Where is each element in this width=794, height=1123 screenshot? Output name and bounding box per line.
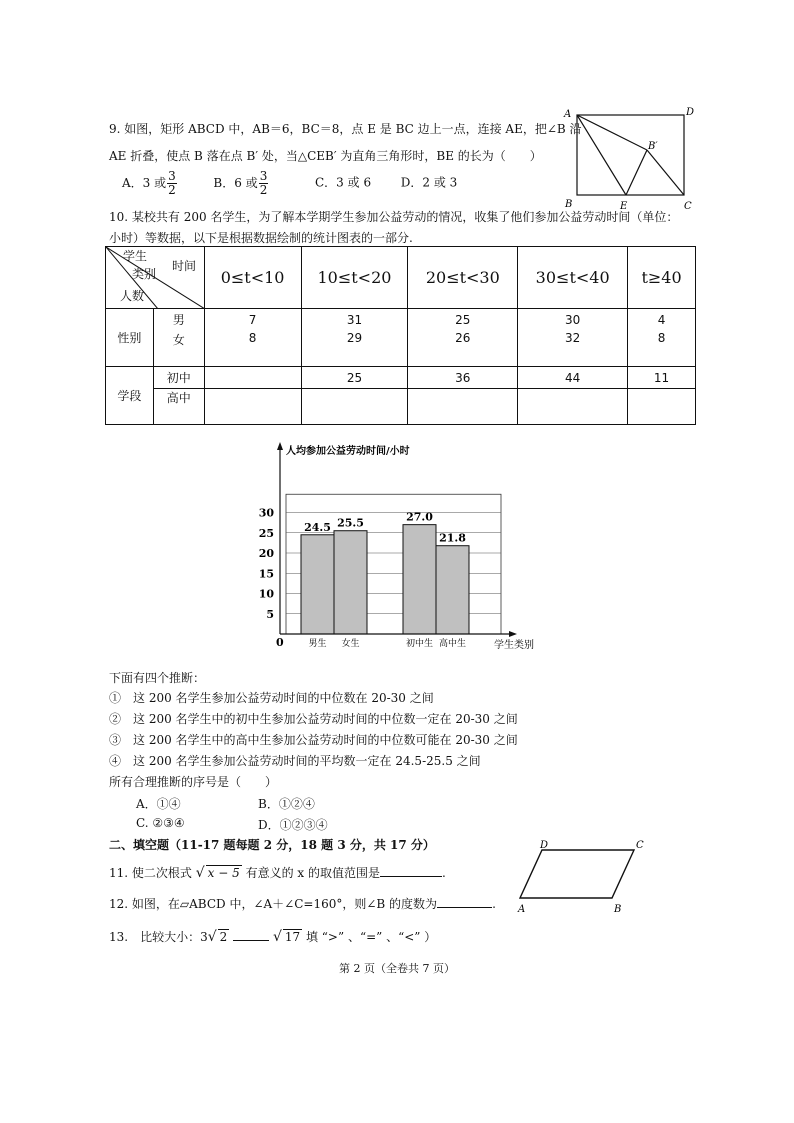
q12-parallelogram-figure (512, 836, 652, 916)
radical-sign-icon: √ (195, 865, 205, 881)
table-row (106, 331, 696, 367)
q13-text-pre: 13. 比较大小：3 (109, 930, 208, 944)
table-cell: 44 (518, 367, 628, 389)
q12-end: . (492, 897, 496, 911)
table-cell (628, 389, 696, 425)
x-tick-label: 男生 (308, 639, 327, 649)
q9-line1: 9. 如图，矩形 ABCD 中，AB＝6，BC＝8，点 E 是 BC 边上一点，连接 AE，把∠B 沿 (109, 122, 582, 136)
table-cell: 31 (301, 309, 408, 331)
q9-option-a: A．3 或 $\frac{3}{2}$ (122, 169, 176, 197)
segment-bpc (647, 150, 684, 195)
rectangle-abcd (577, 115, 684, 195)
y-tick-label: 5 (266, 607, 274, 621)
label-c: C (636, 840, 644, 851)
q13-line (109, 928, 436, 945)
q10-option-b: B．①②④ (258, 797, 315, 811)
parallelogram-abcd (520, 850, 634, 898)
header-20-30: 20≤t<30 (408, 247, 518, 309)
stat-table (105, 246, 696, 425)
q9-rectangle-figure (560, 103, 700, 213)
table-cell (408, 389, 518, 425)
corner-student: 学生 (123, 249, 148, 263)
q10-option-c: C. ②③④ (136, 816, 185, 830)
corner-category: 类别 (132, 267, 157, 281)
q12-answer-blank[interactable] (437, 907, 492, 908)
q11-text-post: 有意义的 x 的取值范围是 (245, 866, 380, 880)
q11-radicand: x − 5 (207, 866, 240, 880)
table-cell (301, 389, 408, 425)
data-label: 21.8 (439, 531, 466, 545)
q9-line2: AE 折叠，使点 B 落在点 B′ 处，当△CEB′ 为直角三角形时，BE 的长为（ ） (109, 149, 542, 163)
corner-count: 人数 (120, 289, 145, 303)
table-header-row (106, 247, 696, 309)
table-corner-cell (106, 247, 205, 309)
table-cell: 36 (408, 367, 518, 389)
inference-2: ② 这 200 名学生中的初中生参加公益劳动时间的中位数一定在 20-30 之间 (109, 712, 518, 726)
page-footer: 第 2 页（全卷共 7 页） (339, 962, 455, 975)
bar (301, 535, 334, 634)
header-0-10: 0≤t<10 (204, 247, 301, 309)
q13-answer-blank[interactable] (233, 940, 269, 941)
table-cell: 30 (518, 309, 628, 331)
q11-line (109, 864, 446, 881)
group-stage: 学段 (106, 367, 154, 425)
header-30-40: 30≤t<40 (518, 247, 628, 309)
row-label-junior: 初中 (153, 367, 204, 389)
y-tick-label: 20 (258, 547, 274, 560)
corner-time: 时间 (172, 259, 197, 273)
table-cell (204, 389, 301, 425)
radical-sign-icon: √ (207, 929, 217, 945)
y-axis-arrow (277, 442, 283, 450)
segment-ebp (626, 150, 647, 195)
y-tick-label: 30 (258, 506, 274, 520)
x-axis-label: 学生类别 (494, 640, 534, 651)
row-label-senior: 高中 (153, 389, 204, 425)
bar (436, 546, 469, 634)
data-label: 25.5 (337, 516, 364, 530)
q13-radicand-2: 17 (284, 930, 301, 944)
q9-option-b: B．6 或 $\frac{3}{2}$ (213, 169, 268, 197)
label-b-prime: B′ (648, 141, 658, 152)
inference-4: ④ 这 200 名学生参加公益劳动时间的平均数一定在 24.5-25.5 之间 (109, 754, 481, 768)
chart-title: 人均参加公益劳动时间/小时 (286, 446, 410, 457)
table-cell: 8 (628, 331, 696, 367)
table-cell: 26 (408, 331, 518, 367)
table-row (106, 389, 696, 425)
bar (334, 531, 367, 634)
bar-chart (255, 438, 545, 654)
q12-line (109, 895, 496, 912)
table-cell: 4 (628, 309, 696, 331)
x-axis-arrow (509, 631, 517, 637)
data-label: 24.5 (304, 520, 331, 534)
table-cell: 25 (408, 309, 518, 331)
table-row (106, 367, 696, 389)
y-tick-label: 25 (258, 526, 274, 540)
table-cell (518, 389, 628, 425)
q11-end: . (441, 866, 446, 880)
table-cell: 25 (301, 367, 408, 389)
label-e: E (620, 201, 628, 212)
q10-line1: 10. 某校共有 200 名学生，为了解本学期学生参加公益劳动的情况，收集了他们参加公益劳动时间（单位： (109, 210, 679, 224)
table-cell: 29 (301, 331, 408, 367)
q10-ask: 所有合理推断的序号是（ ） (109, 775, 278, 789)
q10-option-a: A．①④ (136, 797, 181, 811)
bar (403, 525, 436, 634)
header-40-plus: t≥40 (628, 247, 696, 309)
label-d: D (540, 840, 549, 851)
q13-text-post: 填 “>” 、“=” 、“<” ） (305, 930, 437, 944)
table-cell: 7 (204, 309, 301, 331)
group-gender: 性别 (106, 309, 154, 367)
origin-label: 0 (276, 636, 284, 649)
label-a: A (518, 904, 526, 915)
section-title: 二、填空题（11-17 题每题 2 分，18 题 3 分，共 17 分） (109, 838, 435, 852)
y-tick-label: 15 (258, 567, 274, 581)
x-tick-label: 初中生 (405, 639, 434, 649)
radical-sign-icon: √ (272, 929, 282, 945)
label-c: C (684, 201, 692, 212)
q10-intro: 下面有四个推断： (109, 671, 206, 685)
q10-option-d: D．①②③④ (258, 818, 328, 832)
inference-1: ① 这 200 名学生参加公益劳动时间的中位数在 20-30 之间 (109, 691, 434, 705)
header-10-20: 10≤t<20 (301, 247, 408, 309)
q11-text-pre: 11. 使二次根式 (109, 866, 192, 880)
q9-option-c: C．3 或 6 (315, 175, 372, 190)
table-row (106, 309, 696, 331)
table-cell: 8 (204, 331, 301, 367)
inference-3: ③ 这 200 名学生中的高中生参加公益劳动时间的中位数可能在 20-30 之间 (109, 733, 518, 747)
q11-answer-blank[interactable] (380, 876, 442, 877)
q12-text: 12. 如图，在▱ABCD 中，∠A＋∠C=160°，则∠B 的度数为 (109, 897, 438, 911)
y-tick-label: 10 (258, 587, 274, 601)
table-cell (204, 367, 301, 389)
row-label-male: 男 (153, 309, 204, 331)
q13-radicand-1: 2 (219, 930, 228, 944)
data-label: 27.0 (406, 510, 433, 524)
label-a: A (564, 109, 572, 120)
q10-line2: 小时）等数据，以下是根据数据绘制的统计图表的一部分. (109, 231, 413, 245)
q9-options (122, 170, 457, 196)
label-b: B (614, 904, 622, 915)
label-d: D (686, 107, 695, 118)
table-cell: 11 (628, 367, 696, 389)
table-cell: 32 (518, 331, 628, 367)
q9-option-d: D．2 或 3 (400, 175, 458, 190)
row-label-female: 女 (153, 331, 204, 367)
x-tick-label: 高中生 (438, 639, 467, 649)
x-tick-label: 女生 (341, 639, 360, 649)
label-b: B (565, 199, 573, 210)
